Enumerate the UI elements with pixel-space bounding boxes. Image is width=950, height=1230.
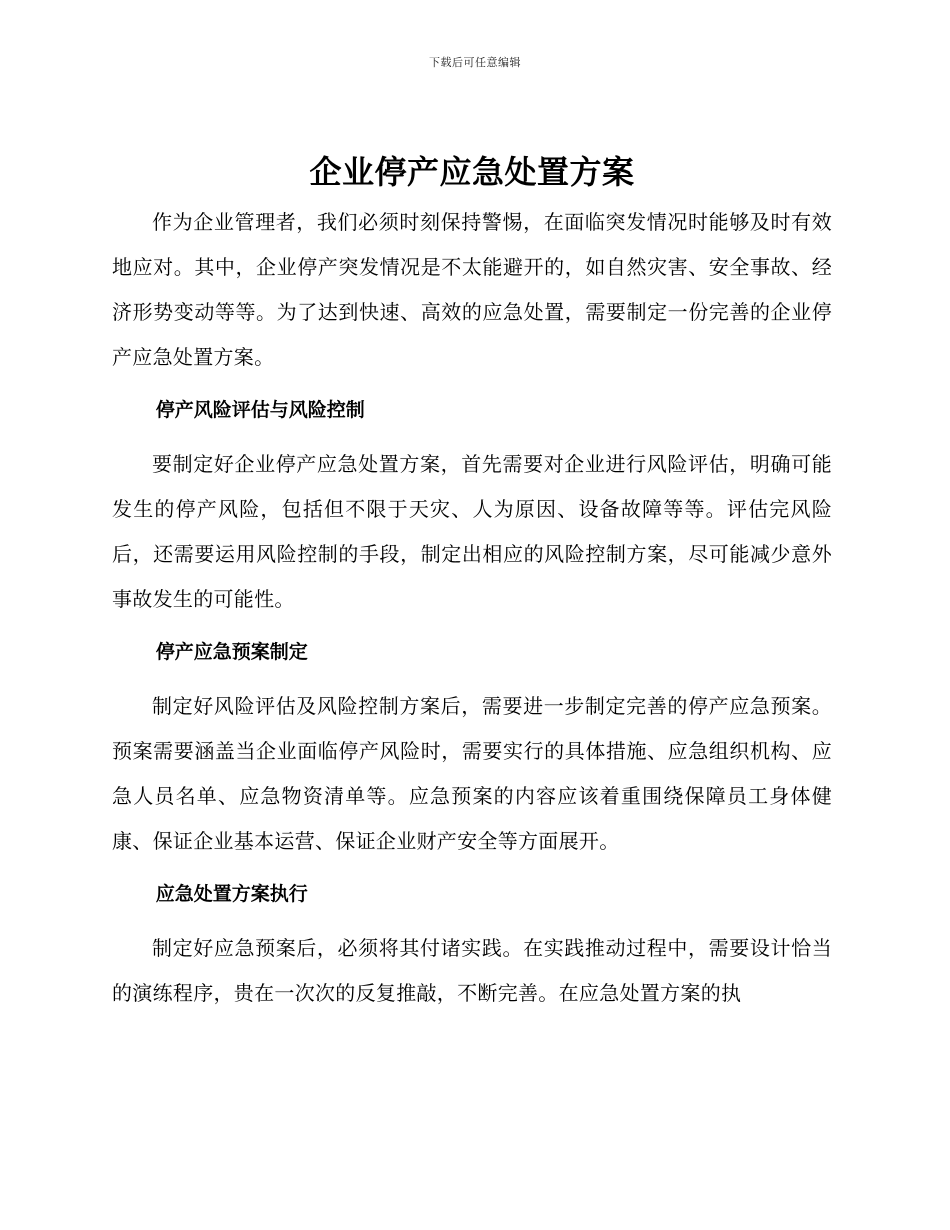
document-title: 企业停产应急处置方案 bbox=[309, 153, 635, 191]
section-heading-risk-assessment: 停产风险评估与风险控制 bbox=[155, 399, 365, 421]
intro-paragraph: 作为企业管理者，我们必须时刻保持警惕，在面临突发情况时能够及时有效地应对。其中，企业停产突发情况是不太能避开的，如自然灾害、安全事故、经济形势变动等等。为了达到快速、高效的应急处置，需要制定一份完善的企业停产应急处置方案。 bbox=[112, 210, 832, 369]
header-note: 下载后可任意编辑 bbox=[429, 56, 521, 69]
document-body bbox=[112, 148, 832, 1016]
section-body-risk-assessment: 要制定好企业停产应急处置方案，首先需要对企业进行风险评估，明确可能发生的停产风险，包括但不限于天灾、人为原因、设备故障等等。评估完风险后，还需要运用风险控制的手段，制定出相应的风险控制方案，尽可能减少意外事故发生的可能性。 bbox=[112, 452, 832, 611]
section-body-emergency-plan: 制定好风险评估及风险控制方案后，需要进一步制定完善的停产应急预案。预案需要涵盖当企业面临停产风险时，需要实行的具体措施、应急组织机构、应急人员名单、应急物资清单等。应急预案的内容应该着重围绕保障员工身体健康、保证企业基本运营、保证企业财产安全等方面展开。 bbox=[112, 694, 832, 853]
section-heading-plan-execution: 应急处置方案执行 bbox=[155, 883, 308, 905]
section-body-plan-execution: 制定好应急预案后，必须将其付诸实践。在实践推动过程中，需要设计恰当的演练程序，贵在一次次的反复推敲，不断完善。在应急处置方案的执 bbox=[112, 936, 832, 1005]
section-heading-emergency-plan: 停产应急预案制定 bbox=[155, 641, 308, 663]
